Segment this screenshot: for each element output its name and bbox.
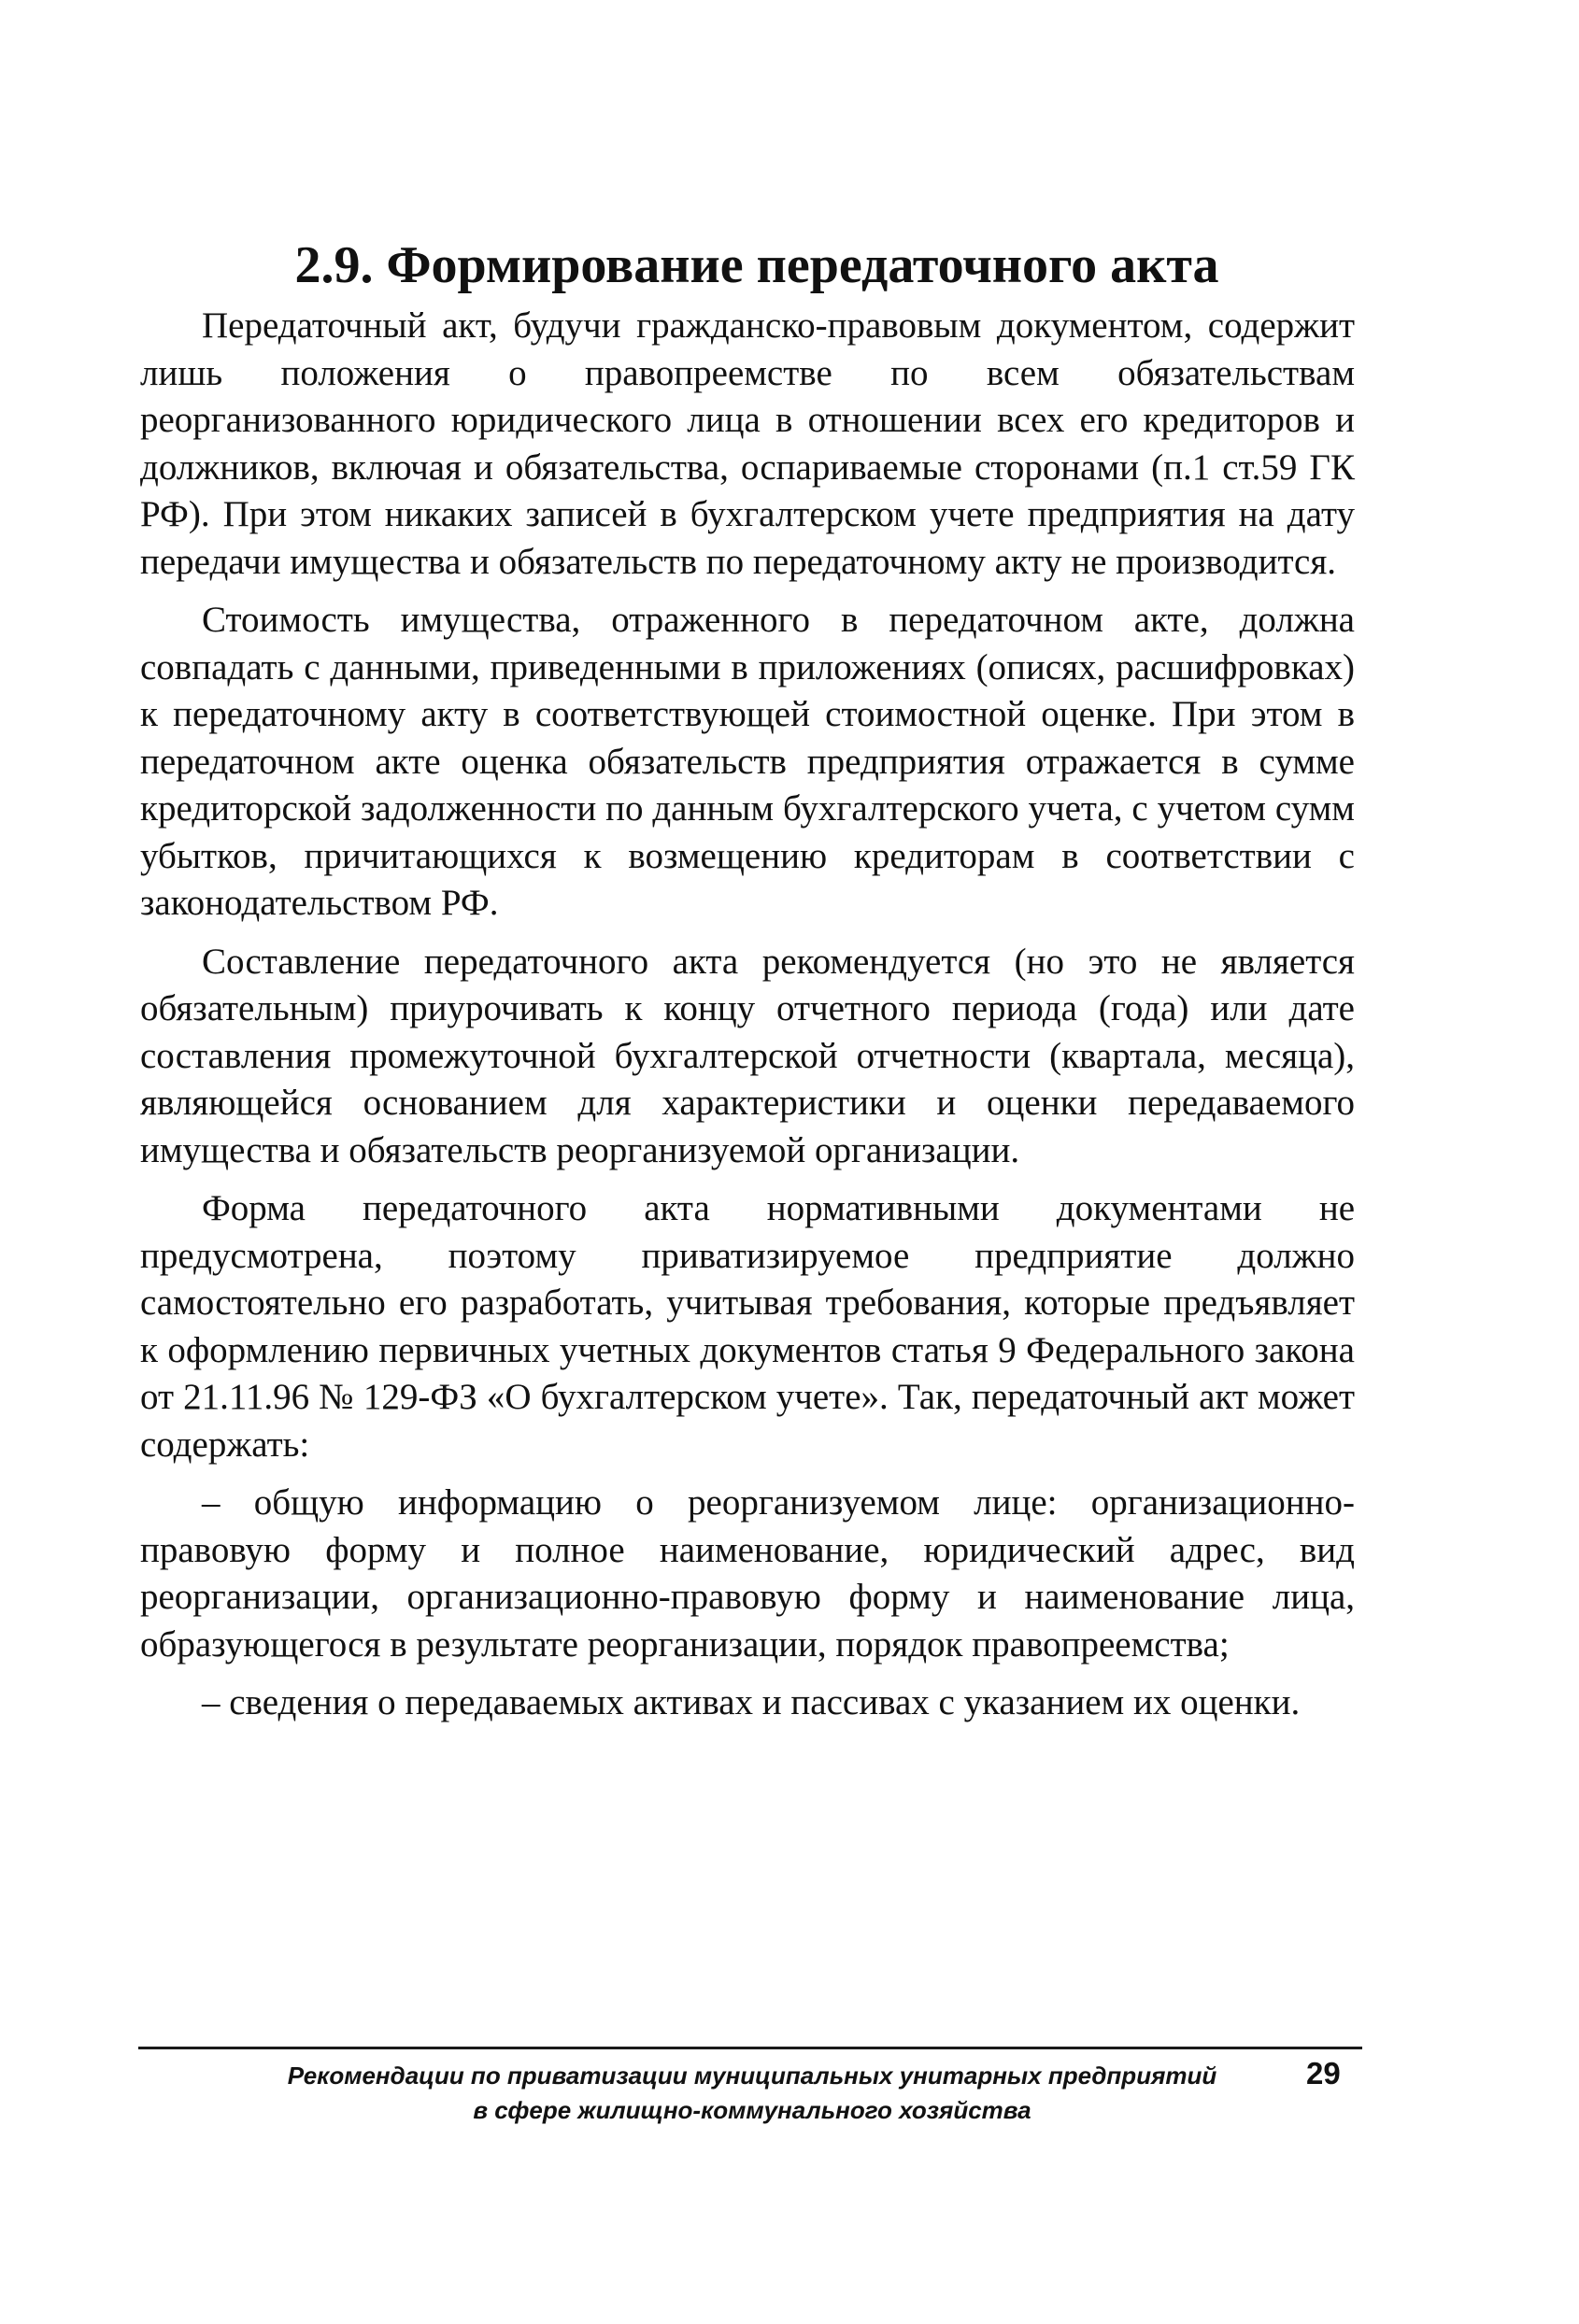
page-body xyxy=(140,234,1355,1738)
footer-line-1: Рекомендации по приватизации муниципальных унитарных предприятий xyxy=(287,2062,1217,2090)
list-item-general-info: – общую информацию о реорганизуемом лице: организационно-правовую форму и полное наименование, юридический адрес, вид реорганизации, организационно-правовую форму и наименование лица, образующегося в результате реорганизации, порядок правопреемства; xyxy=(140,1482,1355,1665)
paragraph-3: Составление передаточного акта рекомендуется (но это не является обязательным) приурочивать к концу отчетного периода (года) или дате составления промежуточной бухгалтерской отчетности (квартала, месяца), являющейся основанием для характеристики и оценки передаваемого имущества и обязательств реорганизуемой организации. xyxy=(140,941,1355,1170)
list-item-assets-liabilities: – сведения о передаваемых активах и пассивах с указанием их оценки. xyxy=(202,1682,1301,1722)
paragraph-1: Передаточный акт, будучи гражданско-правовым документом, содержит лишь положения о правопреемстве по всем обязательствам реорганизованного юридического лица в отношении всех его кредиторов и должников, включая и обязательства, оспариваемые сторонами (п.1 ст.59 ГК РФ). При этом никаких записей в бухгалтерском учете предприятия на дату передачи имущества и обязательств по передаточному акту не производится. xyxy=(140,305,1355,582)
running-footer xyxy=(140,2059,1364,2128)
paragraph-4: Форма передаточного акта нормативными документами не предусмотрена, поэтому приватизируемое предприятие должно самостоятельно его разработать, учитывая требования, которые предъявляет к оформлению первичных учетных документов статья 9 Федерального закона от 21.11.96 № 129-ФЗ «О бухгалтерском учете». Так, передаточный акт может содержать: xyxy=(140,1188,1355,1465)
footer-line-2: в сфере жилищно-коммунального хозяйства xyxy=(473,2096,1031,2124)
page-number: 29 xyxy=(1306,2056,1341,2090)
footer-divider xyxy=(138,2047,1362,2049)
paragraph-2: Стоимость имущества, отраженного в передаточном акте, должна совпадать с данными, приведенными в приложениях (описях, расшифровках) к передаточному акту в соответствующей стоимостной оценке. При этом в передаточном акте оценка обязательств предприятия отражается в сумме кредиторской задолженности по данным бухгалтерского учета, с учетом сумм убытков, причитающихся к возмещению кредиторам в соответствии с законодательством РФ. xyxy=(140,600,1355,923)
section-heading: 2.9. Формирование передаточного акта xyxy=(294,236,1219,294)
